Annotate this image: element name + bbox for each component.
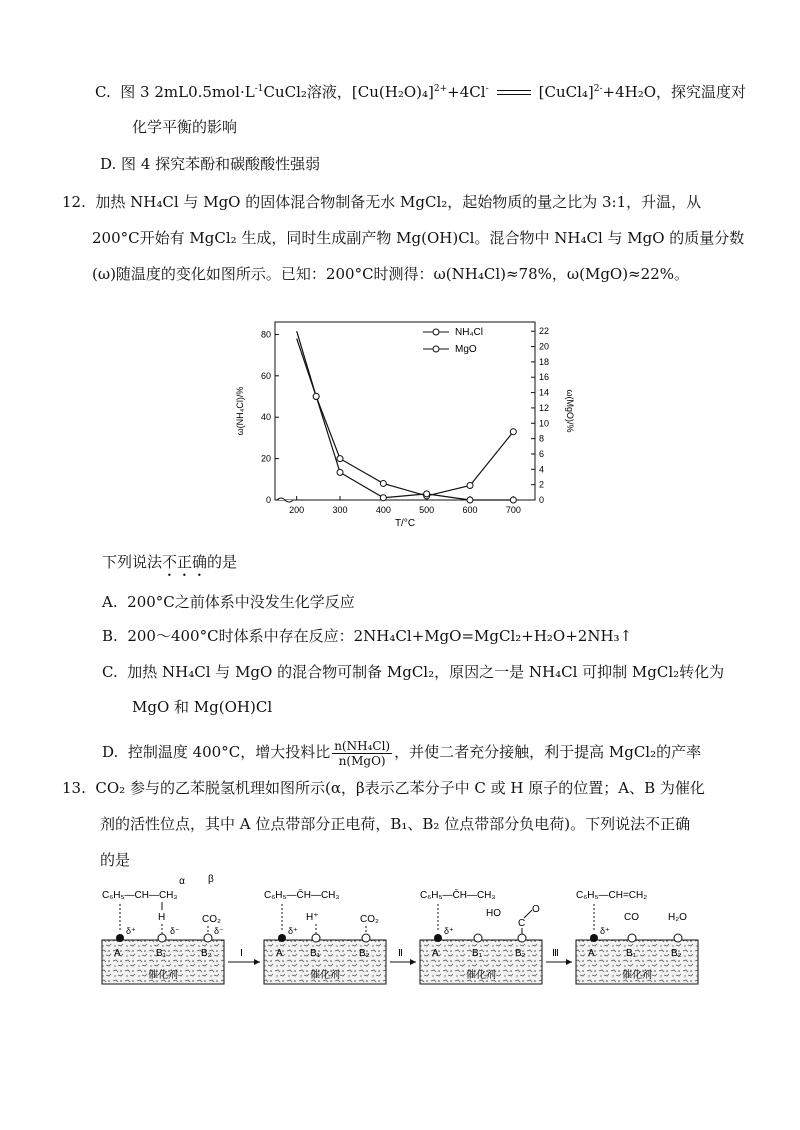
co2-label: CO₂ — [202, 914, 221, 925]
q13-line-3: 的是 — [100, 851, 131, 869]
chart-legend — [423, 327, 483, 355]
y-left-tick-label: 40 — [260, 412, 271, 423]
dehydrogenation-mechanism-diagram — [100, 868, 700, 998]
q12-option-c-continued: MgO 和 Mg(OH)Cl — [132, 698, 273, 716]
mechanism-panel-3 — [420, 888, 542, 984]
site-a-label: A — [276, 948, 283, 959]
legend-marker — [433, 346, 439, 352]
y-right-tick-label: 22 — [539, 326, 550, 337]
plot-frame — [275, 322, 535, 500]
panel1-formula: C₆H₅—CH—CH₃ — [102, 890, 178, 901]
delta-plus-label: δ⁺ — [444, 926, 454, 936]
mechanism-panel-4 — [576, 890, 698, 984]
option-d-11: D. 图 4 探究苯酚和碳酸酸性强弱 — [100, 155, 321, 173]
data-point-mgo — [467, 497, 473, 503]
y-left-tick-label: 0 — [265, 495, 271, 505]
h2o-label: H₂O — [668, 912, 687, 923]
o-atom-label: O — [532, 904, 540, 915]
x-axis-label: T/°C — [394, 518, 416, 529]
delta-minus-label: δ⁻ — [214, 926, 224, 936]
q12-line-1: 12. 加热 NH₄Cl 与 MgO 的固体混合物制备无水 MgCl₂，起始物质的量之比为 3:1，升温，从 — [62, 193, 702, 211]
y-right-tick-label: 20 — [539, 341, 550, 352]
site-b1-label: B₁ — [626, 948, 637, 959]
catalyst-label: 催化剂 — [310, 970, 340, 981]
x-tick-label: 500 — [419, 505, 435, 515]
step-2-label: Ⅱ — [398, 948, 403, 959]
y-right-axis-label: ω(MgO)/% — [565, 389, 575, 433]
option-c-11-continued: 化学平衡的影响 — [132, 118, 238, 136]
delta-plus-label: δ⁺ — [600, 926, 610, 936]
q13-line-1: 13. CO₂ 参与的乙苯脱氢机理如图所示(α，β表示乙苯分子中 C 或 H 原子的位置；A、B 为催化 — [62, 779, 705, 797]
chart-axes — [235, 322, 575, 529]
x-tick-label: 200 — [289, 505, 305, 515]
x-tick-label: 400 — [375, 505, 391, 515]
site-b2-label: B₂ — [359, 948, 370, 959]
site-b1-label: B₁ — [472, 948, 483, 959]
axis-break — [277, 498, 293, 502]
delta-plus-label: δ⁺ — [288, 926, 298, 936]
mass-fraction-chart — [225, 310, 585, 540]
mechanism-panel-2 — [264, 888, 386, 984]
step-arrow-3 — [546, 948, 572, 965]
x-tick-label: 300 — [332, 505, 348, 515]
legend-marker — [433, 329, 439, 335]
h-plus-label: H⁺ — [306, 912, 319, 923]
q12-line-2: 200°C开始有 MgCl₂ 生成，同时生成副产物 Mg(OH)Cl。混合物中 NH₄Cl 与 MgO 的质量分数 — [92, 229, 745, 247]
legend-label-nh4cl: NH₄Cl — [455, 327, 483, 338]
delta-plus-label: δ⁺ — [126, 926, 136, 936]
y-right-tick-label: 0 — [539, 495, 545, 505]
site-b2-label: B₂ — [201, 948, 212, 959]
catalyst-label: 催化剂 — [622, 970, 652, 981]
y-right-tick-label: 16 — [539, 372, 550, 383]
x-tick-label: 600 — [462, 505, 478, 515]
site-b1-label: B₁ — [156, 948, 167, 959]
step-arrow-1 — [228, 948, 260, 965]
data-point-mgo — [380, 495, 386, 501]
data-point-mgo — [510, 497, 516, 503]
legend-label-mgo: MgO — [455, 344, 477, 355]
q12-line-3: (ω)随温度的变化如图所示。已知：200°C时测得：ω(NH₄Cl)≈78%，ω(MgO)≈22%。 — [92, 265, 689, 283]
q13-line-2: 剂的活性位点，其中 A 位点带部分正电荷，B₁、B₂ 位点带部分负电荷)。下列说法不正确 — [100, 815, 691, 833]
site-a-label: A — [432, 948, 439, 959]
data-point-nh4cl — [380, 480, 386, 486]
delta-minus-label: δ⁻ — [170, 926, 180, 936]
site-a-label: A — [114, 948, 121, 959]
site-a-label: A — [588, 948, 595, 959]
data-point-nh4cl — [510, 429, 516, 435]
chart-series — [297, 331, 517, 503]
q12-option-a: A. 200°C之前体系中没发生化学反应 — [102, 593, 355, 611]
y-right-tick-label: 2 — [539, 479, 545, 490]
beta-label: β — [208, 874, 214, 885]
option-c-11: C. 图 3 $2mL0.5mol\cdot L^{-1}CuCl_2$溶液，$[Cu(H_2O)_4]^{2+}+4Cl^-$ [CuCl₄]$^{2-}$+4H₂O，探究温度对 — [95, 83, 747, 101]
data-point-nh4cl — [337, 456, 343, 462]
co-label: CO — [624, 912, 639, 923]
feed-ratio-fraction: $\frac{\text{n(NH₄Cl)}}{\text{n(MgO)}}$ — [334, 738, 391, 768]
y-right-tick-label: 14 — [539, 387, 550, 398]
y-right-tick-label: 4 — [539, 464, 545, 475]
site-b2-label: B₂ — [671, 948, 682, 959]
x-tick-label: 700 — [505, 505, 521, 515]
q12-stem: 下列说法不正确的是 — [102, 553, 238, 571]
data-point-mgo — [313, 393, 319, 399]
y-left-tick-label: 80 — [260, 329, 271, 340]
site-b1-label: B₁ — [310, 948, 321, 959]
y-left-tick-label: 60 — [260, 370, 271, 381]
panel4-formula: C₆H₅—CH=CH₂ — [576, 890, 648, 901]
data-point-mgo — [337, 469, 343, 475]
q12-option-c: C. 加热 NH₄Cl 与 MgO 的混合物可制备 MgCl₂，原因之一是 NH₄Cl 可抑制 MgCl₂转化为 — [102, 663, 725, 681]
data-point-nh4cl — [467, 483, 473, 489]
data-point-mgo — [424, 491, 430, 497]
q12-option-d: D. 控制温度 400°C，增大投料比 $\frac{\text{n(NH₄Cl)}}{\text{n(MgO)}}$ ，并使二者充分接触，利于提高 MgCl₂的产率 — [102, 738, 702, 768]
panel3-formula: C₆H₅—C̄H—CH₃ — [420, 890, 496, 901]
series-line-nh4cl — [297, 339, 514, 496]
alpha-label: α — [179, 876, 185, 887]
step-arrow-2 — [390, 948, 416, 965]
y-left-axis-label: ω(NH₄Cl)/% — [235, 386, 245, 436]
step-3-label: Ⅲ — [552, 948, 559, 959]
step-1-label: Ⅰ — [240, 948, 243, 959]
series-line-mgo — [297, 331, 514, 500]
q12-option-b: B. 200～400°C时体系中存在反应：2NH₄Cl+MgO=MgCl₂+H₂O+2NH₃↑ — [102, 627, 633, 645]
ho-group-label: HO — [486, 908, 501, 919]
catalyst-label: 催化剂 — [148, 970, 178, 981]
catalyst-label: 催化剂 — [466, 970, 496, 981]
y-right-tick-label: 8 — [539, 433, 545, 444]
site-b2-label: B₂ — [515, 948, 526, 959]
equilibrium-arrow — [497, 88, 531, 98]
y-right-tick-label: 10 — [539, 418, 550, 429]
h-atom: H — [158, 912, 166, 923]
y-right-tick-label: 12 — [539, 402, 550, 413]
c-atom-label: C — [518, 918, 526, 929]
co2-label: CO₂ — [360, 914, 379, 925]
y-right-tick-label: 18 — [539, 356, 550, 367]
not-correct-emphasis: 不正确 — [162, 553, 208, 571]
mechanism-panel-1 — [102, 874, 224, 984]
y-left-tick-label: 20 — [260, 453, 271, 464]
panel2-formula: C₆H₅—C̄H—CH₃ — [264, 890, 340, 901]
y-right-tick-label: 6 — [539, 448, 545, 459]
